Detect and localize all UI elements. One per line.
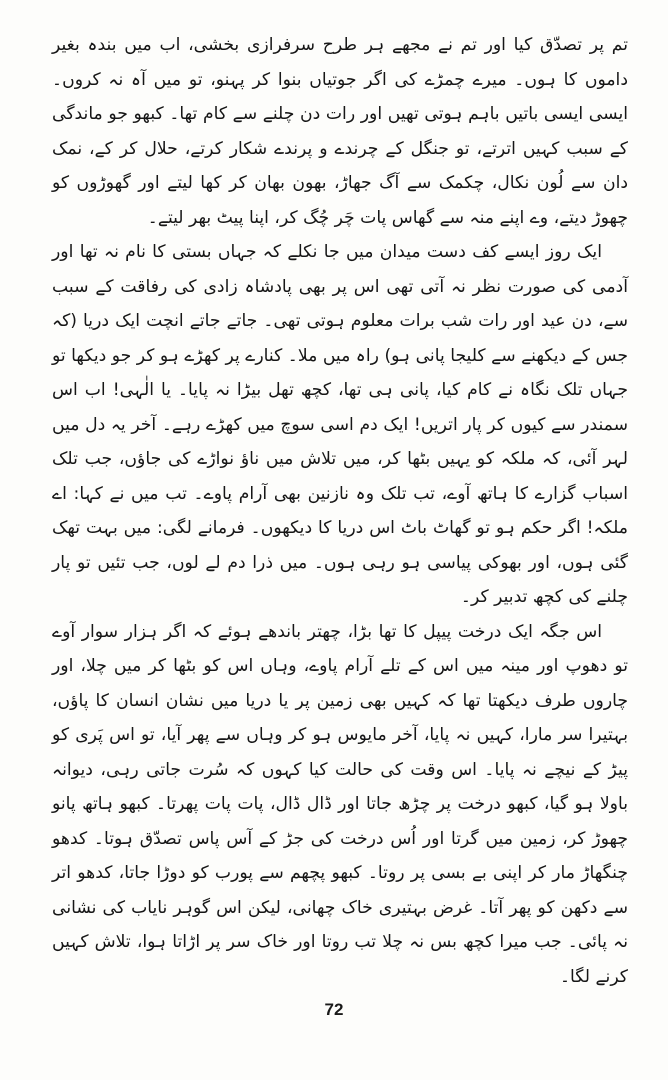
paragraph-2: ایک روز ایسے کف دست میدان میں جا نکلے کہ جہاں بستی کا نام نہ تھا اور آدمی کی صورت نظر نہ آتی تھی اس پر بھی پادشاہ زادی کی رفاقت کے سبب سے، دن عید اور رات شب برات معلوم ہوتی تھی۔ جاتے جاتے انچت ایک دریا (کہ جس کے دیکھنے سے کلیجا پانی ہو) راہ میں ملا۔ کنارے پر کھڑے ہو کر جو دیکھا تو جہاں تلک نگاہ نے کام کیا، پانی ہی تھا، کچھ تھل بیڑا نہ پایا۔ یا الٰہی! اب اس سمندر سے کیوں کر پار اتریں! ایک دم اسی سوچ میں کھڑے رہے۔ آخر یہ دل میں لہر آئی، کہ ملکہ کو یہیں بٹھا کر، میں تلاش میں ناؤ نواڑے کی جاؤں، جب تلک اسباب گزارے کا ہاتھ آوے، تب تلک وہ نازنین بھی آرام پاوے۔ تب میں نے کہا: اے ملکہ! اگر حکم ہو تو گھاٹ باٹ اس دریا کا دیکھوں۔ فرمانے لگی: میں بہت تھک گئی ہوں، اور بھوکی پیاسی ہو رہی ہوں۔ میں ذرا دم لے لوں، جب تئیں تو پار چلنے کی کچھ تدبیر کر۔ bbox=[52, 242, 628, 607]
page-number: 72 bbox=[324, 1000, 344, 1019]
paragraph-1: تم پر تصدّق کیا اور تم نے مجھے ہر طرح سرفرازی بخشی، اب میں بندہ بغیر داموں کا ہوں۔ میرے چمڑے کی اگر جوتیاں بنوا کر پہنو، تو میں آہ نہ کروں۔ ایسی ایسی باتیں باہم ہوتی تھیں اور رات دن چلنے سے کام تھا۔ کبھو جو ماندگی کے سبب کہیں اترتے، تو جنگل کے چرندے و پرندے شکار کرتے، حلال کر کے، نمک دان سے لُون نکال، چکمک سے آگ جھاڑ، بھون بھان کر کھا لیتے اور گھوڑوں کو چھوڑ دیتے، وے اپنے منہ سے گھاس پات چَر چُگ کر، اپنا پیٹ بھر لیتے۔ bbox=[52, 35, 628, 228]
page-body-text bbox=[52, 28, 628, 994]
paragraph-3: اس جگہ ایک درخت پیپل کا تھا بڑا، چھتر باندھے ہوئے کہ اگر ہزار سوار آوے تو دھوپ اور مینہ میں اس کے تلے آرام پاوے، وہاں اس کو بٹھا کر میں چلا، اور چاروں طرف دیکھتا تھا کہ کہیں بھی زمین پر یا دریا میں نشان انسان کا پاؤں، بہتیرا سر مارا، کہیں نہ پایا، آخر مایوس ہو کر وہاں سے پھر آیا، تو اس پَری کو پیڑ کے نیچے نہ پایا۔ اس وقت کی حالت کیا کہوں کہ سُرت جاتی رہی، دیوانہ باولا ہو گیا، کبھو درخت پر چڑھ جاتا اور ڈال ڈال، پات پات پھرتا۔ کبھو ہاتھ پانو چھوڑ کر، زمین میں گرتا اور اُس درخت کی جڑ کے آس پاس تصدّق ہوتا۔ کدھو چنگھاڑ مار کر اپنی بے بسی پر روتا۔ کبھو پچھم سے پورب کو دوڑا جاتا، کدھو اتر سے دکھن کو پھر آتا۔ غرض بہتیری خاک چھانی، لیکن اس گوہر نایاب کی نشانی نہ پائی۔ جب میرا کچھ بس نہ چلا تب روتا اور خاک سر پر اڑاتا ہوا، تلاش کہیں کرنے لگا۔ bbox=[52, 621, 628, 987]
